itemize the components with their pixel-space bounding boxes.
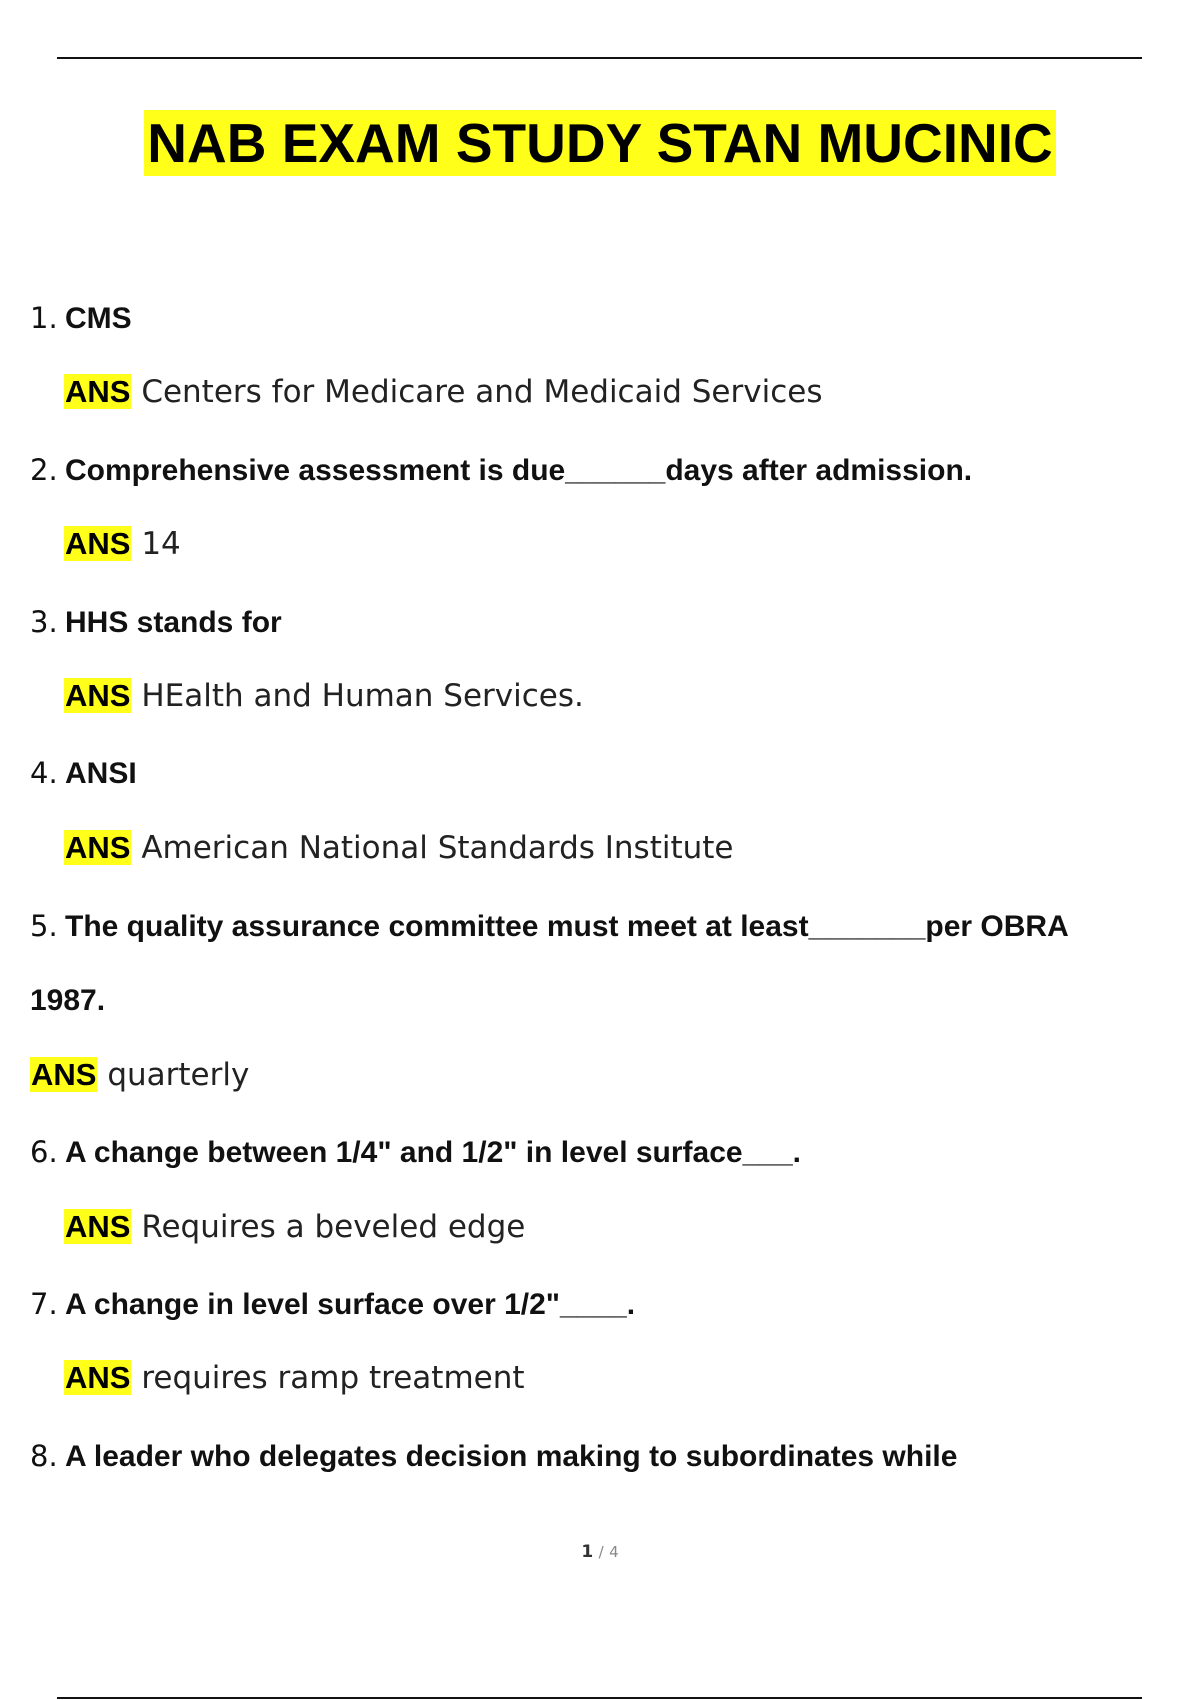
answer-text: American National Standards Institute xyxy=(141,830,734,866)
question-3 xyxy=(30,604,282,641)
bottom-rule xyxy=(57,1697,1142,1699)
question-text: ANSI xyxy=(65,757,137,790)
question-text: HHS stands for xyxy=(65,606,282,639)
question-6 xyxy=(30,1134,801,1171)
document-title: NAB EXAM STUDY STAN MUCINIC xyxy=(144,110,1056,176)
answer-tag: ANS xyxy=(65,1209,131,1244)
total-pages: 4 xyxy=(609,1543,619,1561)
answer-text: 14 xyxy=(141,526,181,562)
answer-text: requires ramp treatment xyxy=(141,1360,525,1396)
question-5-continued: 1987. xyxy=(30,984,106,1017)
answer-text: quarterly xyxy=(107,1057,250,1093)
question-5 xyxy=(30,908,1069,945)
answer-tag: ANS xyxy=(65,1360,131,1395)
question-1 xyxy=(30,300,132,337)
answer-5 xyxy=(30,1056,249,1094)
question-text: A leader who delegates decision making to subordinates while xyxy=(65,1440,958,1473)
question-4 xyxy=(30,755,137,792)
question-2 xyxy=(30,452,972,489)
page-separator: / xyxy=(598,1543,604,1561)
question-number: 2. xyxy=(30,453,58,487)
answer-6 xyxy=(64,1208,525,1246)
question-number: 5. xyxy=(30,909,58,943)
question-text: The quality assurance committee must meet at least_______per OBRA xyxy=(65,910,1069,943)
answer-tag: ANS xyxy=(31,1057,97,1092)
answer-text: Requires a beveled edge xyxy=(141,1209,526,1245)
top-rule xyxy=(57,57,1142,59)
question-text: A change in level surface over 1/2"____. xyxy=(65,1288,636,1321)
question-8 xyxy=(30,1438,957,1475)
answer-tag: ANS xyxy=(65,374,131,409)
page-indicator xyxy=(0,1542,1200,1562)
answer-tag: ANS xyxy=(65,526,131,561)
answer-2 xyxy=(64,525,181,563)
answer-1 xyxy=(64,373,822,411)
question-number: 4. xyxy=(30,756,58,790)
answer-tag: ANS xyxy=(65,678,131,713)
answer-text: HEalth and Human Services. xyxy=(141,678,584,714)
question-number: 7. xyxy=(30,1287,58,1321)
question-number: 1. xyxy=(30,301,58,335)
answer-3 xyxy=(64,677,584,715)
question-7 xyxy=(30,1286,635,1323)
current-page: 1 xyxy=(581,1542,594,1562)
answer-7 xyxy=(64,1359,525,1397)
question-number: 3. xyxy=(30,605,58,639)
question-text: A change between 1/4" and 1/2" in level surface___. xyxy=(65,1136,801,1169)
answer-4 xyxy=(64,829,734,867)
answer-text: Centers for Medicare and Medicaid Services xyxy=(141,374,823,410)
question-number: 8. xyxy=(30,1439,58,1473)
answer-tag: ANS xyxy=(65,830,131,865)
question-text: Comprehensive assessment is due______days after admission. xyxy=(65,454,973,487)
question-text: CMS xyxy=(65,302,132,335)
question-number: 6. xyxy=(30,1135,58,1169)
title-block xyxy=(0,110,1200,176)
